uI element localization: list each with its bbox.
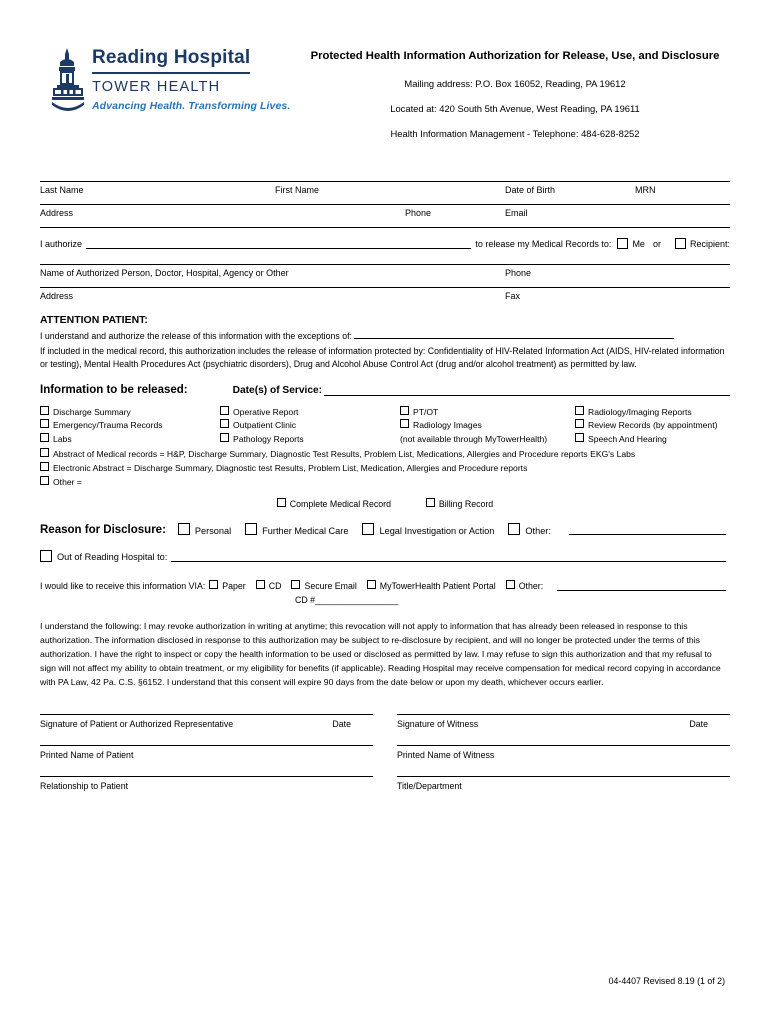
label-billing-record: Billing Record xyxy=(438,499,494,510)
document-title: Protected Health Information Authorization for Release, Use, and Disclosure xyxy=(310,50,720,62)
checkbox-row-labs[interactable] xyxy=(40,433,220,447)
label-phone: Phone xyxy=(405,208,432,218)
checkbox-billing-record[interactable] xyxy=(426,498,435,507)
checkbox-out-of-hospital[interactable] xyxy=(40,550,52,562)
label-radiology-images: Radiology Images xyxy=(413,420,482,431)
label-address-2: Address xyxy=(40,291,74,301)
label-discharge-summary: Discharge Summary xyxy=(53,406,131,417)
checkbox-row-reason-further-care[interactable] xyxy=(245,523,348,536)
printed-name-witness-block xyxy=(397,745,730,760)
checkbox-row-pathology-reports[interactable] xyxy=(220,433,400,447)
checkbox-row-review-records[interactable] xyxy=(575,419,730,433)
label-i-authorize: I authorize xyxy=(40,239,83,249)
checkbox-row-complete-record[interactable] xyxy=(277,499,391,509)
label-speech-hearing: Speech And Hearing xyxy=(588,434,667,445)
printed-name-patient-block xyxy=(40,745,373,760)
checkbox-pathology-reports[interactable] xyxy=(220,433,229,442)
label-mrn: MRN xyxy=(635,185,656,195)
patient-info-section xyxy=(40,181,730,306)
attention-patient-section xyxy=(40,314,730,372)
label-abstract-medical-records: Abstract of Medical records = H&P, Discharge Summary, Diagnostic Test Results, Problem List, Medications, Allergies and Procedure reports EKG's Labs xyxy=(53,449,636,460)
checkbox-row-via-portal[interactable] xyxy=(367,580,496,591)
checkbox-row-reason-other[interactable] xyxy=(508,523,551,536)
label-review-records: Review Records (by appointment) xyxy=(588,420,718,431)
records-checkbox-grid xyxy=(40,406,730,448)
recipient-address-row xyxy=(40,287,730,306)
checkbox-row-via-secure-email[interactable] xyxy=(291,580,356,591)
checkbox-row-via-other[interactable] xyxy=(506,580,543,591)
label-signature-witness-date: Date xyxy=(689,718,708,729)
checkbox-emergency-trauma[interactable] xyxy=(40,419,49,428)
checkbox-via-other[interactable] xyxy=(506,580,515,589)
label-receive-via: I would like to receive this information VIA: xyxy=(40,581,206,592)
exceptions-line xyxy=(40,329,730,343)
label-authorized-person: Name of Authorized Person, Doctor, Hospital, Agency or Other xyxy=(40,268,289,278)
name-row xyxy=(40,181,730,204)
header-text-block xyxy=(300,40,730,153)
checkbox-row-billing-record[interactable] xyxy=(426,499,493,509)
checkbox-discharge-summary[interactable] xyxy=(40,406,49,415)
reason-heading: Reason for Disclosure: xyxy=(40,523,166,536)
information-released-section xyxy=(40,384,730,510)
exceptions-input[interactable] xyxy=(354,329,674,339)
label-pathology-reports: Pathology Reports xyxy=(233,434,304,445)
signature-witness-block xyxy=(397,714,730,729)
checkbox-row-via-paper[interactable] xyxy=(209,580,245,591)
checkbox-operative-report[interactable] xyxy=(220,406,229,415)
checkbox-reason-other[interactable] xyxy=(508,523,520,535)
label-printed-name-patient: Printed Name of Patient xyxy=(40,749,134,760)
out-of-hospital-input[interactable] xyxy=(171,551,726,562)
authorize-input[interactable] xyxy=(86,238,471,249)
label-emergency-trauma: Emergency/Trauma Records xyxy=(53,420,163,431)
checkbox-row-discharge-summary[interactable] xyxy=(40,406,220,420)
checkbox-row-electronic-abstract[interactable] xyxy=(40,462,730,476)
checkbox-abstract-medical-records[interactable] xyxy=(40,448,49,457)
checkbox-via-secure-email[interactable] xyxy=(291,580,300,589)
document-header xyxy=(40,40,730,153)
label-title-department: Title/Department xyxy=(397,780,462,791)
him-telephone: Health Information Management - Telephone: 484-628-8252 xyxy=(390,128,640,139)
attention-heading: ATTENTION PATIENT: xyxy=(40,314,148,326)
checkbox-row-operative-report[interactable] xyxy=(220,406,400,420)
delivery-method-section xyxy=(40,580,730,605)
label-first-name: First Name xyxy=(275,185,320,195)
legal-paragraph: I understand the following: I may revoke authorization in writing at anytime; this revocation will not apply to information that has already been released in response to this authorization. The information disclosed in response to this authorization may be subject to re-disclosure by recipient, and will no longer be protected under the terms of this authorization. I have the right to inspect or copy the health information to be used or disclosed as permitted by law. I may refuse to sign this authorization and that my refusal to sign will not affect my ability to obtain treatment, or my eligibility for benefits (if applicable). Reading Hospital may receive compensation for medical record copying in accordance with PA Law, 42 Pa. C.S. §6152. I understand that this consent will expire 90 days from the date below or upon my death, whichever occurs earlier. xyxy=(40,621,721,688)
label-email: Email xyxy=(505,208,528,218)
label-reason-further-care: Further Medical Care xyxy=(262,526,349,537)
note-radiology-availability: (not available through MyTowerHealth) xyxy=(400,434,548,445)
label-via-paper: Paper xyxy=(222,581,246,592)
label-release-to: to release my Medical Records to: xyxy=(475,239,612,249)
checkbox-row-radiology-images[interactable] xyxy=(400,419,575,433)
checkbox-row-emergency-trauma[interactable] xyxy=(40,419,220,433)
label-phone-2: Phone xyxy=(505,268,532,278)
dates-of-service-label: Date(s) of Service: xyxy=(232,384,323,396)
checkbox-labs[interactable] xyxy=(40,433,49,442)
label-relationship-to-patient: Relationship to Patient xyxy=(40,780,129,791)
checkbox-pt-ot[interactable] xyxy=(400,406,409,415)
exceptions-label: I understand and authorize the release of this information with the exceptions of: xyxy=(40,331,352,341)
checkbox-reason-personal[interactable] xyxy=(178,523,190,535)
address-row xyxy=(40,204,730,227)
label-fax: Fax xyxy=(505,291,521,301)
checkbox-row-via-cd[interactable] xyxy=(256,580,282,591)
authorize-row xyxy=(40,227,730,264)
protected-info-paragraph: If included in the medical record, this authorization includes the release of information protected by: Confidentiality of HIV-Related Information Act (AIDS, HIV-related information or testing), Mental Health Procedures Act (psychiatric disorders), Drug and Alcohol Abuse Control Act (drug and/or alcohol treatment) as permitted by law. xyxy=(40,346,725,370)
label-me: Me xyxy=(632,239,645,249)
checkbox-speech-hearing[interactable] xyxy=(575,433,584,442)
label-via-portal: MyTowerHealth Patient Portal xyxy=(379,581,496,592)
label-last-name: Last Name xyxy=(40,185,84,195)
physical-address: Located at: 420 South 5th Avenue, West Reading, PA 19611 xyxy=(390,103,640,114)
checkbox-reason-further-care[interactable] xyxy=(245,523,257,535)
checkbox-row-abstract[interactable] xyxy=(40,448,730,462)
form-footer: 04-4407 Revised 8.19 (1 of 2) xyxy=(608,976,725,986)
info-heading: Information to be released: xyxy=(40,383,188,396)
hospital-logo xyxy=(40,40,300,131)
checkbox-row-reason-legal[interactable] xyxy=(362,523,494,536)
label-reason-legal: Legal Investigation or Action xyxy=(379,526,495,537)
checkbox-radiology-imaging-reports[interactable] xyxy=(575,406,584,415)
checkbox-row-outpatient-clinic[interactable] xyxy=(220,419,400,433)
label-via-other: Other: xyxy=(518,581,544,592)
label-via-secure-email: Secure Email xyxy=(304,581,357,592)
label-reason-personal: Personal xyxy=(194,526,232,537)
label-address: Address xyxy=(40,208,74,218)
checkbox-via-cd[interactable] xyxy=(256,580,265,589)
checkbox-row-speech-hearing[interactable] xyxy=(575,433,730,447)
label-date-of-birth: Date of Birth xyxy=(505,185,556,195)
checkbox-electronic-abstract[interactable] xyxy=(40,462,49,471)
label-signature-patient: Signature of Patient or Authorized Representative xyxy=(40,718,234,729)
tower-logo-icon xyxy=(50,48,86,131)
label-recipient: Recipient: xyxy=(689,239,730,249)
record-type-row xyxy=(40,498,730,509)
label-other-records: Other = xyxy=(53,477,82,488)
signature-section xyxy=(40,714,730,791)
mailing-address: Mailing address: P.O. Box 16052, Reading, PA 19612 xyxy=(404,78,626,89)
label-complete-medical-record: Complete Medical Record xyxy=(289,499,392,510)
signature-patient-block xyxy=(40,714,373,729)
label-radiology-imaging-reports: Radiology/Imaging Reports xyxy=(588,406,692,417)
logo-system-name: TOWER HEALTH xyxy=(92,78,221,95)
label-outpatient-clinic: Outpatient Clinic xyxy=(233,420,297,431)
title-department-block xyxy=(397,776,730,791)
label-signature-patient-date: Date xyxy=(332,718,351,729)
reason-other-input[interactable] xyxy=(569,524,726,535)
via-other-input[interactable] xyxy=(557,580,726,591)
relationship-block xyxy=(40,776,373,791)
reason-for-disclosure-section xyxy=(40,523,730,562)
checkbox-complete-medical-record[interactable] xyxy=(277,498,286,507)
checkbox-row-reason-personal[interactable] xyxy=(178,523,231,536)
label-signature-witness: Signature of Witness xyxy=(397,718,479,729)
checkbox-other-records[interactable] xyxy=(40,476,49,485)
checkbox-review-records[interactable] xyxy=(575,419,584,428)
cd-number-line[interactable]: CD #_________________ xyxy=(295,595,399,606)
label-labs: Labs xyxy=(53,434,72,445)
checkbox-me[interactable] xyxy=(617,238,628,249)
label-operative-report: Operative Report xyxy=(233,406,299,417)
authorized-person-row xyxy=(40,264,730,287)
checkbox-row-radiology-imaging-reports[interactable] xyxy=(575,406,730,420)
label-out-of-hospital: Out of Reading Hospital to: xyxy=(57,552,168,563)
checkbox-radiology-images[interactable] xyxy=(400,419,409,428)
checkbox-via-paper[interactable] xyxy=(209,580,218,589)
label-or: or xyxy=(652,239,661,249)
checkbox-outpatient-clinic[interactable] xyxy=(220,419,229,428)
checkbox-row-pt-ot[interactable] xyxy=(400,406,575,420)
logo-hospital-name: Reading Hospital xyxy=(92,48,250,74)
checkbox-recipient[interactable] xyxy=(675,238,686,249)
label-pt-ot: PT/OT xyxy=(413,406,439,417)
logo-tagline: Advancing Health. Transforming Lives. xyxy=(92,99,291,112)
checkbox-reason-legal[interactable] xyxy=(362,523,374,535)
checkbox-row-other[interactable] xyxy=(40,476,730,490)
checkbox-via-portal[interactable] xyxy=(367,580,376,589)
label-reason-other: Other: xyxy=(525,526,551,537)
label-printed-name-witness: Printed Name of Witness xyxy=(397,749,495,760)
label-via-cd: CD xyxy=(268,581,282,592)
label-electronic-abstract: Electronic Abstract = Discharge Summary, Diagnostic test Results, Problem List, Medication, Allergies and Procedure reports xyxy=(53,463,528,474)
dates-of-service-input[interactable] xyxy=(324,386,730,396)
